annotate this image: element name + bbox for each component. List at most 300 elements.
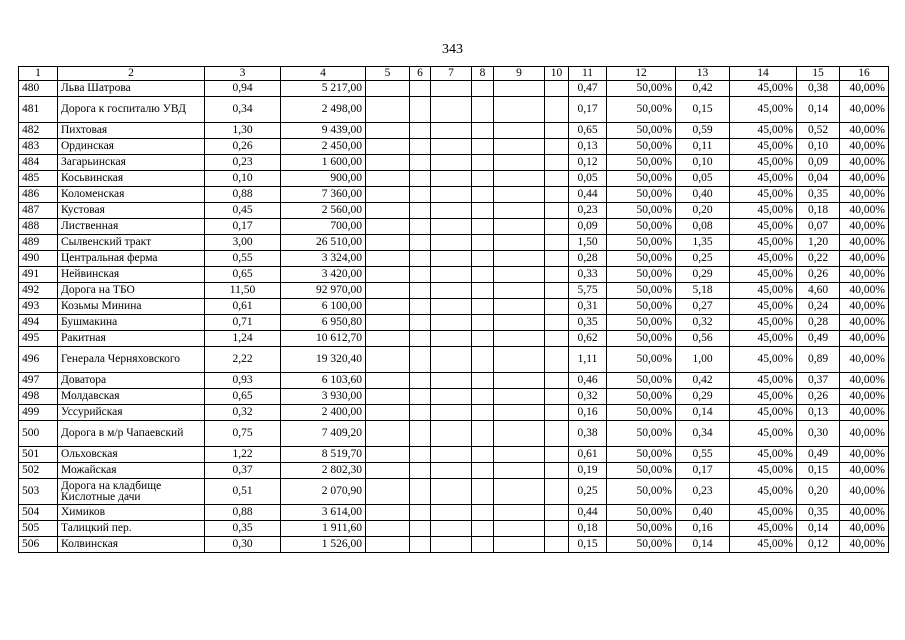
table-cell-col-15: 0,04 bbox=[797, 171, 840, 187]
table-cell-col-3: 0,23 bbox=[205, 155, 281, 171]
table-cell-col-11: 0,09 bbox=[569, 219, 607, 235]
table-cell-col-2: Дорога на ТБО bbox=[58, 283, 205, 299]
column-header-7: 7 bbox=[431, 67, 472, 81]
table-cell-col-6 bbox=[410, 139, 431, 155]
table-cell-col-8 bbox=[472, 203, 494, 219]
table-cell-col-4: 1 911,60 bbox=[281, 521, 366, 537]
table-cell-col-12: 50,00% bbox=[607, 283, 676, 299]
table-cell-col-11: 1,50 bbox=[569, 235, 607, 251]
table-cell-col-5 bbox=[366, 219, 410, 235]
table-cell-col-13: 0,34 bbox=[676, 421, 730, 447]
table-cell-col-15: 0,07 bbox=[797, 219, 840, 235]
table-cell-col-14: 45,00% bbox=[730, 389, 797, 405]
table-cell-col-15: 4,60 bbox=[797, 283, 840, 299]
table-cell-col-6 bbox=[410, 187, 431, 203]
table-cell-col-15: 0,52 bbox=[797, 123, 840, 139]
table-cell-col-3: 0,93 bbox=[205, 373, 281, 389]
table-cell-col-2: Уссурийская bbox=[58, 405, 205, 421]
column-header-4: 4 bbox=[281, 67, 366, 81]
table-cell-col-12: 50,00% bbox=[607, 219, 676, 235]
table-cell-col-8 bbox=[472, 521, 494, 537]
table-cell-col-4: 3 420,00 bbox=[281, 267, 366, 283]
table-row bbox=[19, 331, 889, 347]
table-cell-col-9 bbox=[494, 331, 545, 347]
table-row bbox=[19, 347, 889, 373]
column-header-5: 5 bbox=[366, 67, 410, 81]
table-cell-col-7 bbox=[431, 283, 472, 299]
table-cell-col-13: 1,00 bbox=[676, 347, 730, 373]
table-cell-col-3: 1,30 bbox=[205, 123, 281, 139]
table-cell-col-13: 0,29 bbox=[676, 389, 730, 405]
table-cell-col-16: 40,00% bbox=[840, 299, 889, 315]
column-header-6: 6 bbox=[410, 67, 431, 81]
table-cell-col-5 bbox=[366, 155, 410, 171]
table-cell-col-5 bbox=[366, 347, 410, 373]
table-row bbox=[19, 171, 889, 187]
table-cell-col-14: 45,00% bbox=[730, 463, 797, 479]
table-cell-col-3: 2,22 bbox=[205, 347, 281, 373]
table-cell-col-9 bbox=[494, 97, 545, 123]
table-cell-col-9 bbox=[494, 123, 545, 139]
table-cell-col-8 bbox=[472, 97, 494, 123]
table-cell-col-5 bbox=[366, 505, 410, 521]
table-cell-col-12: 50,00% bbox=[607, 315, 676, 331]
table-cell-col-4: 1 600,00 bbox=[281, 155, 366, 171]
column-header-15: 15 bbox=[797, 67, 840, 81]
table-cell-col-8 bbox=[472, 463, 494, 479]
table-body bbox=[19, 81, 889, 553]
table-cell-col-10 bbox=[545, 447, 569, 463]
table-row bbox=[19, 505, 889, 521]
table-cell-col-14: 45,00% bbox=[730, 187, 797, 203]
table-cell-col-10 bbox=[545, 299, 569, 315]
table-cell-col-12: 50,00% bbox=[607, 97, 676, 123]
table-cell-col-2: Косьвинская bbox=[58, 171, 205, 187]
table-cell-col-12: 50,00% bbox=[607, 537, 676, 553]
table-cell-col-7 bbox=[431, 331, 472, 347]
table-cell-col-9 bbox=[494, 267, 545, 283]
table-cell-col-13: 0,56 bbox=[676, 331, 730, 347]
table-cell-col-6 bbox=[410, 219, 431, 235]
table-cell-col-10 bbox=[545, 347, 569, 373]
table-cell-col-11: 0,32 bbox=[569, 389, 607, 405]
table-cell-col-15: 0,35 bbox=[797, 505, 840, 521]
table-cell-col-4: 19 320,40 bbox=[281, 347, 366, 373]
table-cell-col-7 bbox=[431, 97, 472, 123]
table-cell-col-9 bbox=[494, 155, 545, 171]
table-cell-col-4: 5 217,00 bbox=[281, 81, 366, 97]
table-cell-col-6 bbox=[410, 315, 431, 331]
table-cell-col-15: 0,37 bbox=[797, 373, 840, 389]
table-cell-col-11: 0,28 bbox=[569, 251, 607, 267]
table-cell-col-15: 0,26 bbox=[797, 389, 840, 405]
table-cell-col-1: 484 bbox=[19, 155, 58, 171]
table-cell-col-3: 11,50 bbox=[205, 283, 281, 299]
table-row bbox=[19, 447, 889, 463]
table-cell-col-7 bbox=[431, 373, 472, 389]
table-cell-col-10 bbox=[545, 463, 569, 479]
table-row bbox=[19, 139, 889, 155]
table-cell-col-8 bbox=[472, 283, 494, 299]
table-cell-col-16: 40,00% bbox=[840, 463, 889, 479]
table-cell-col-16: 40,00% bbox=[840, 447, 889, 463]
table-cell-col-11: 0,47 bbox=[569, 81, 607, 97]
table-cell-col-3: 0,65 bbox=[205, 267, 281, 283]
table-cell-col-12: 50,00% bbox=[607, 373, 676, 389]
table-cell-col-4: 26 510,00 bbox=[281, 235, 366, 251]
table-cell-col-13: 0,42 bbox=[676, 81, 730, 97]
table-cell-col-7 bbox=[431, 171, 472, 187]
table-cell-col-13: 0,59 bbox=[676, 123, 730, 139]
table-cell-col-9 bbox=[494, 299, 545, 315]
table-cell-col-2: Талицкий пер. bbox=[58, 521, 205, 537]
table-cell-col-15: 0,09 bbox=[797, 155, 840, 171]
table-cell-col-10 bbox=[545, 155, 569, 171]
table-cell-col-2: Дорога в м/р Чапаевский bbox=[58, 421, 205, 447]
table-cell-col-10 bbox=[545, 267, 569, 283]
table-row bbox=[19, 521, 889, 537]
table-cell-col-5 bbox=[366, 299, 410, 315]
table-cell-col-3: 0,32 bbox=[205, 405, 281, 421]
table-cell-col-16: 40,00% bbox=[840, 283, 889, 299]
table-cell-col-14: 45,00% bbox=[730, 97, 797, 123]
table-cell-col-3: 0,88 bbox=[205, 505, 281, 521]
table-cell-col-1: 493 bbox=[19, 299, 58, 315]
table-cell-col-1: 495 bbox=[19, 331, 58, 347]
table-cell-col-9 bbox=[494, 203, 545, 219]
table-row bbox=[19, 405, 889, 421]
table-cell-col-11: 0,15 bbox=[569, 537, 607, 553]
table-cell-col-1: 490 bbox=[19, 251, 58, 267]
table-cell-col-11: 0,05 bbox=[569, 171, 607, 187]
table-cell-col-5 bbox=[366, 421, 410, 447]
table-cell-col-4: 10 612,70 bbox=[281, 331, 366, 347]
table-cell-col-16: 40,00% bbox=[840, 235, 889, 251]
table-cell-col-13: 0,08 bbox=[676, 219, 730, 235]
table-cell-col-16: 40,00% bbox=[840, 405, 889, 421]
table-cell-col-13: 0,16 bbox=[676, 521, 730, 537]
table-row bbox=[19, 123, 889, 139]
table-cell-col-11: 0,62 bbox=[569, 331, 607, 347]
table-cell-col-1: 506 bbox=[19, 537, 58, 553]
table-cell-col-5 bbox=[366, 171, 410, 187]
table-cell-col-6 bbox=[410, 123, 431, 139]
table-row bbox=[19, 97, 889, 123]
table-cell-col-14: 45,00% bbox=[730, 219, 797, 235]
table-cell-col-6 bbox=[410, 155, 431, 171]
table-cell-col-11: 0,65 bbox=[569, 123, 607, 139]
table-cell-col-6 bbox=[410, 373, 431, 389]
table-cell-col-11: 5,75 bbox=[569, 283, 607, 299]
page-number: 343 bbox=[442, 42, 463, 57]
table-cell-col-1: 492 bbox=[19, 283, 58, 299]
table-cell-col-14: 45,00% bbox=[730, 171, 797, 187]
table-cell-col-10 bbox=[545, 505, 569, 521]
table-cell-col-8 bbox=[472, 171, 494, 187]
table-cell-col-2: Коломенская bbox=[58, 187, 205, 203]
table-cell-col-5 bbox=[366, 203, 410, 219]
table-cell-col-16: 40,00% bbox=[840, 521, 889, 537]
table-cell-col-13: 0,14 bbox=[676, 537, 730, 553]
table-cell-col-8 bbox=[472, 421, 494, 447]
table-row bbox=[19, 187, 889, 203]
table-cell-col-3: 0,88 bbox=[205, 187, 281, 203]
table-cell-col-13: 0,40 bbox=[676, 505, 730, 521]
table-cell-col-7 bbox=[431, 251, 472, 267]
table-cell-col-10 bbox=[545, 315, 569, 331]
table-cell-col-11: 1,11 bbox=[569, 347, 607, 373]
table-cell-col-6 bbox=[410, 331, 431, 347]
table-cell-col-13: 0,20 bbox=[676, 203, 730, 219]
table-cell-col-2: Льва Шатрова bbox=[58, 81, 205, 97]
table-cell-col-4: 8 519,70 bbox=[281, 447, 366, 463]
table-cell-col-16: 40,00% bbox=[840, 171, 889, 187]
table-cell-col-14: 45,00% bbox=[730, 479, 797, 505]
table-cell-col-4: 9 439,00 bbox=[281, 123, 366, 139]
table-cell-col-15: 0,24 bbox=[797, 299, 840, 315]
table-cell-col-4: 2 498,00 bbox=[281, 97, 366, 123]
table-cell-col-12: 50,00% bbox=[607, 421, 676, 447]
table-cell-col-4: 2 400,00 bbox=[281, 405, 366, 421]
table-cell-col-16: 40,00% bbox=[840, 123, 889, 139]
table-cell-col-5 bbox=[366, 81, 410, 97]
table-cell-col-7 bbox=[431, 405, 472, 421]
table-cell-col-14: 45,00% bbox=[730, 155, 797, 171]
table-cell-col-3: 0,37 bbox=[205, 463, 281, 479]
table-cell-col-2: Ракитная bbox=[58, 331, 205, 347]
table-cell-col-5 bbox=[366, 405, 410, 421]
table-cell-col-5 bbox=[366, 479, 410, 505]
table-cell-col-8 bbox=[472, 389, 494, 405]
table-cell-col-7 bbox=[431, 187, 472, 203]
table-cell-col-3: 1,22 bbox=[205, 447, 281, 463]
table-cell-col-15: 0,49 bbox=[797, 331, 840, 347]
table-cell-col-14: 45,00% bbox=[730, 521, 797, 537]
column-header-11: 11 bbox=[569, 67, 607, 81]
table-cell-col-9 bbox=[494, 373, 545, 389]
table-cell-col-7 bbox=[431, 505, 472, 521]
table-cell-col-3: 0,71 bbox=[205, 315, 281, 331]
table-cell-col-4: 7 409,20 bbox=[281, 421, 366, 447]
table-cell-col-3: 0,55 bbox=[205, 251, 281, 267]
table-cell-col-3: 0,65 bbox=[205, 389, 281, 405]
table-cell-col-2: Доватора bbox=[58, 373, 205, 389]
table-cell-col-10 bbox=[545, 187, 569, 203]
table-cell-col-11: 0,46 bbox=[569, 373, 607, 389]
table-cell-col-1: 499 bbox=[19, 405, 58, 421]
table-cell-col-10 bbox=[545, 171, 569, 187]
table-cell-col-15: 1,20 bbox=[797, 235, 840, 251]
table-cell-col-9 bbox=[494, 235, 545, 251]
table-cell-col-5 bbox=[366, 187, 410, 203]
column-header-16: 16 bbox=[840, 67, 889, 81]
table-cell-col-1: 505 bbox=[19, 521, 58, 537]
table-cell-col-12: 50,00% bbox=[607, 505, 676, 521]
table-cell-col-15: 0,13 bbox=[797, 405, 840, 421]
table-cell-col-12: 50,00% bbox=[607, 235, 676, 251]
table-cell-col-5 bbox=[366, 463, 410, 479]
table-cell-col-9 bbox=[494, 251, 545, 267]
table-cell-col-5 bbox=[366, 267, 410, 283]
table-cell-col-11: 0,12 bbox=[569, 155, 607, 171]
table-cell-col-16: 40,00% bbox=[840, 315, 889, 331]
table-cell-col-7 bbox=[431, 315, 472, 331]
table-cell-col-1: 488 bbox=[19, 219, 58, 235]
table-cell-col-9 bbox=[494, 187, 545, 203]
column-header-8: 8 bbox=[472, 67, 494, 81]
table-cell-col-11: 0,18 bbox=[569, 521, 607, 537]
table-cell-col-8 bbox=[472, 155, 494, 171]
table-cell-col-6 bbox=[410, 81, 431, 97]
table-cell-col-13: 1,35 bbox=[676, 235, 730, 251]
table-cell-col-4: 1 526,00 bbox=[281, 537, 366, 553]
table-cell-col-3: 0,45 bbox=[205, 203, 281, 219]
table-cell-col-6 bbox=[410, 463, 431, 479]
table-cell-col-3: 0,75 bbox=[205, 421, 281, 447]
table-cell-col-11: 0,17 bbox=[569, 97, 607, 123]
table-cell-col-15: 0,22 bbox=[797, 251, 840, 267]
table-cell-col-4: 2 070,90 bbox=[281, 479, 366, 505]
table-cell-col-12: 50,00% bbox=[607, 155, 676, 171]
table-cell-col-16: 40,00% bbox=[840, 505, 889, 521]
table-cell-col-9 bbox=[494, 405, 545, 421]
table-cell-col-16: 40,00% bbox=[840, 347, 889, 373]
table-cell-col-16: 40,00% bbox=[840, 97, 889, 123]
table-cell-col-6 bbox=[410, 505, 431, 521]
table-cell-col-4: 900,00 bbox=[281, 171, 366, 187]
table-cell-col-1: 487 bbox=[19, 203, 58, 219]
table-cell-col-14: 45,00% bbox=[730, 139, 797, 155]
table-row bbox=[19, 315, 889, 331]
table-cell-col-16: 40,00% bbox=[840, 187, 889, 203]
table-cell-col-14: 45,00% bbox=[730, 447, 797, 463]
table-cell-col-16: 40,00% bbox=[840, 139, 889, 155]
column-header-1: 1 bbox=[19, 67, 58, 81]
table-cell-col-10 bbox=[545, 389, 569, 405]
table-cell-col-16: 40,00% bbox=[840, 389, 889, 405]
table-cell-col-6 bbox=[410, 171, 431, 187]
table-cell-col-11: 0,13 bbox=[569, 139, 607, 155]
table-cell-col-9 bbox=[494, 283, 545, 299]
table-cell-col-5 bbox=[366, 97, 410, 123]
table-cell-col-11: 0,38 bbox=[569, 421, 607, 447]
table-cell-col-1: 504 bbox=[19, 505, 58, 521]
table-cell-col-9 bbox=[494, 463, 545, 479]
table-cell-col-7 bbox=[431, 155, 472, 171]
table-cell-col-14: 45,00% bbox=[730, 331, 797, 347]
table-cell-col-8 bbox=[472, 123, 494, 139]
table-row bbox=[19, 299, 889, 315]
table-cell-col-4: 700,00 bbox=[281, 219, 366, 235]
table-cell-col-14: 45,00% bbox=[730, 123, 797, 139]
table-cell-col-10 bbox=[545, 219, 569, 235]
table-cell-col-16: 40,00% bbox=[840, 373, 889, 389]
table-cell-col-12: 50,00% bbox=[607, 479, 676, 505]
table-cell-col-4: 3 324,00 bbox=[281, 251, 366, 267]
table-row bbox=[19, 155, 889, 171]
table-cell-col-12: 50,00% bbox=[607, 81, 676, 97]
table-cell-col-12: 50,00% bbox=[607, 251, 676, 267]
table-cell-col-2: Можайская bbox=[58, 463, 205, 479]
table-cell-col-4: 6 100,00 bbox=[281, 299, 366, 315]
table-cell-col-12: 50,00% bbox=[607, 447, 676, 463]
table-cell-col-2: Бушмакина bbox=[58, 315, 205, 331]
table-cell-col-9 bbox=[494, 447, 545, 463]
table-cell-col-6 bbox=[410, 521, 431, 537]
table-cell-col-11: 0,44 bbox=[569, 505, 607, 521]
table-cell-col-8 bbox=[472, 373, 494, 389]
table-cell-col-12: 50,00% bbox=[607, 347, 676, 373]
table-cell-col-8 bbox=[472, 251, 494, 267]
table-cell-col-7 bbox=[431, 521, 472, 537]
table-cell-col-3: 0,17 bbox=[205, 219, 281, 235]
table-cell-col-9 bbox=[494, 505, 545, 521]
table-cell-col-10 bbox=[545, 235, 569, 251]
table-cell-col-7 bbox=[431, 139, 472, 155]
table-cell-col-5 bbox=[366, 537, 410, 553]
table-row bbox=[19, 267, 889, 283]
table-cell-col-6 bbox=[410, 267, 431, 283]
table-cell-col-2: Генерала Черняховского bbox=[58, 347, 205, 373]
table-cell-col-14: 45,00% bbox=[730, 505, 797, 521]
table-cell-col-15: 0,18 bbox=[797, 203, 840, 219]
table-cell-col-6 bbox=[410, 235, 431, 251]
table-cell-col-5 bbox=[366, 235, 410, 251]
table-cell-col-2: Ольховская bbox=[58, 447, 205, 463]
table-row bbox=[19, 421, 889, 447]
table-cell-col-12: 50,00% bbox=[607, 123, 676, 139]
table-cell-col-12: 50,00% bbox=[607, 171, 676, 187]
table-cell-col-1: 480 bbox=[19, 81, 58, 97]
table-cell-col-8 bbox=[472, 235, 494, 251]
table-cell-col-1: 497 bbox=[19, 373, 58, 389]
table-cell-col-14: 45,00% bbox=[730, 299, 797, 315]
table-cell-col-2: Химиков bbox=[58, 505, 205, 521]
table-cell-col-13: 0,25 bbox=[676, 251, 730, 267]
table-cell-col-1: 494 bbox=[19, 315, 58, 331]
column-header-3: 3 bbox=[205, 67, 281, 81]
table-cell-col-5 bbox=[366, 373, 410, 389]
table-cell-col-13: 0,55 bbox=[676, 447, 730, 463]
table-cell-col-8 bbox=[472, 479, 494, 505]
table-cell-col-14: 45,00% bbox=[730, 537, 797, 553]
table-cell-col-10 bbox=[545, 139, 569, 155]
table-cell-col-6 bbox=[410, 389, 431, 405]
table-cell-col-14: 45,00% bbox=[730, 283, 797, 299]
table-cell-col-2: Сылвенский тракт bbox=[58, 235, 205, 251]
table-row bbox=[19, 251, 889, 267]
table-row bbox=[19, 203, 889, 219]
table-row bbox=[19, 81, 889, 97]
table-cell-col-10 bbox=[545, 97, 569, 123]
table-cell-col-9 bbox=[494, 171, 545, 187]
table-cell-col-6 bbox=[410, 251, 431, 267]
table-cell-col-13: 0,40 bbox=[676, 187, 730, 203]
table-cell-col-1: 481 bbox=[19, 97, 58, 123]
table-cell-col-14: 45,00% bbox=[730, 81, 797, 97]
table-cell-col-10 bbox=[545, 373, 569, 389]
table-cell-col-14: 45,00% bbox=[730, 347, 797, 373]
table-cell-col-2: Козьмы Минина bbox=[58, 299, 205, 315]
table-cell-col-8 bbox=[472, 299, 494, 315]
table-cell-col-15: 0,49 bbox=[797, 447, 840, 463]
table-cell-col-10 bbox=[545, 421, 569, 447]
table-cell-col-10 bbox=[545, 479, 569, 505]
column-header-14: 14 bbox=[730, 67, 797, 81]
table-cell-col-16: 40,00% bbox=[840, 219, 889, 235]
table-cell-col-14: 45,00% bbox=[730, 405, 797, 421]
table-cell-col-7 bbox=[431, 447, 472, 463]
